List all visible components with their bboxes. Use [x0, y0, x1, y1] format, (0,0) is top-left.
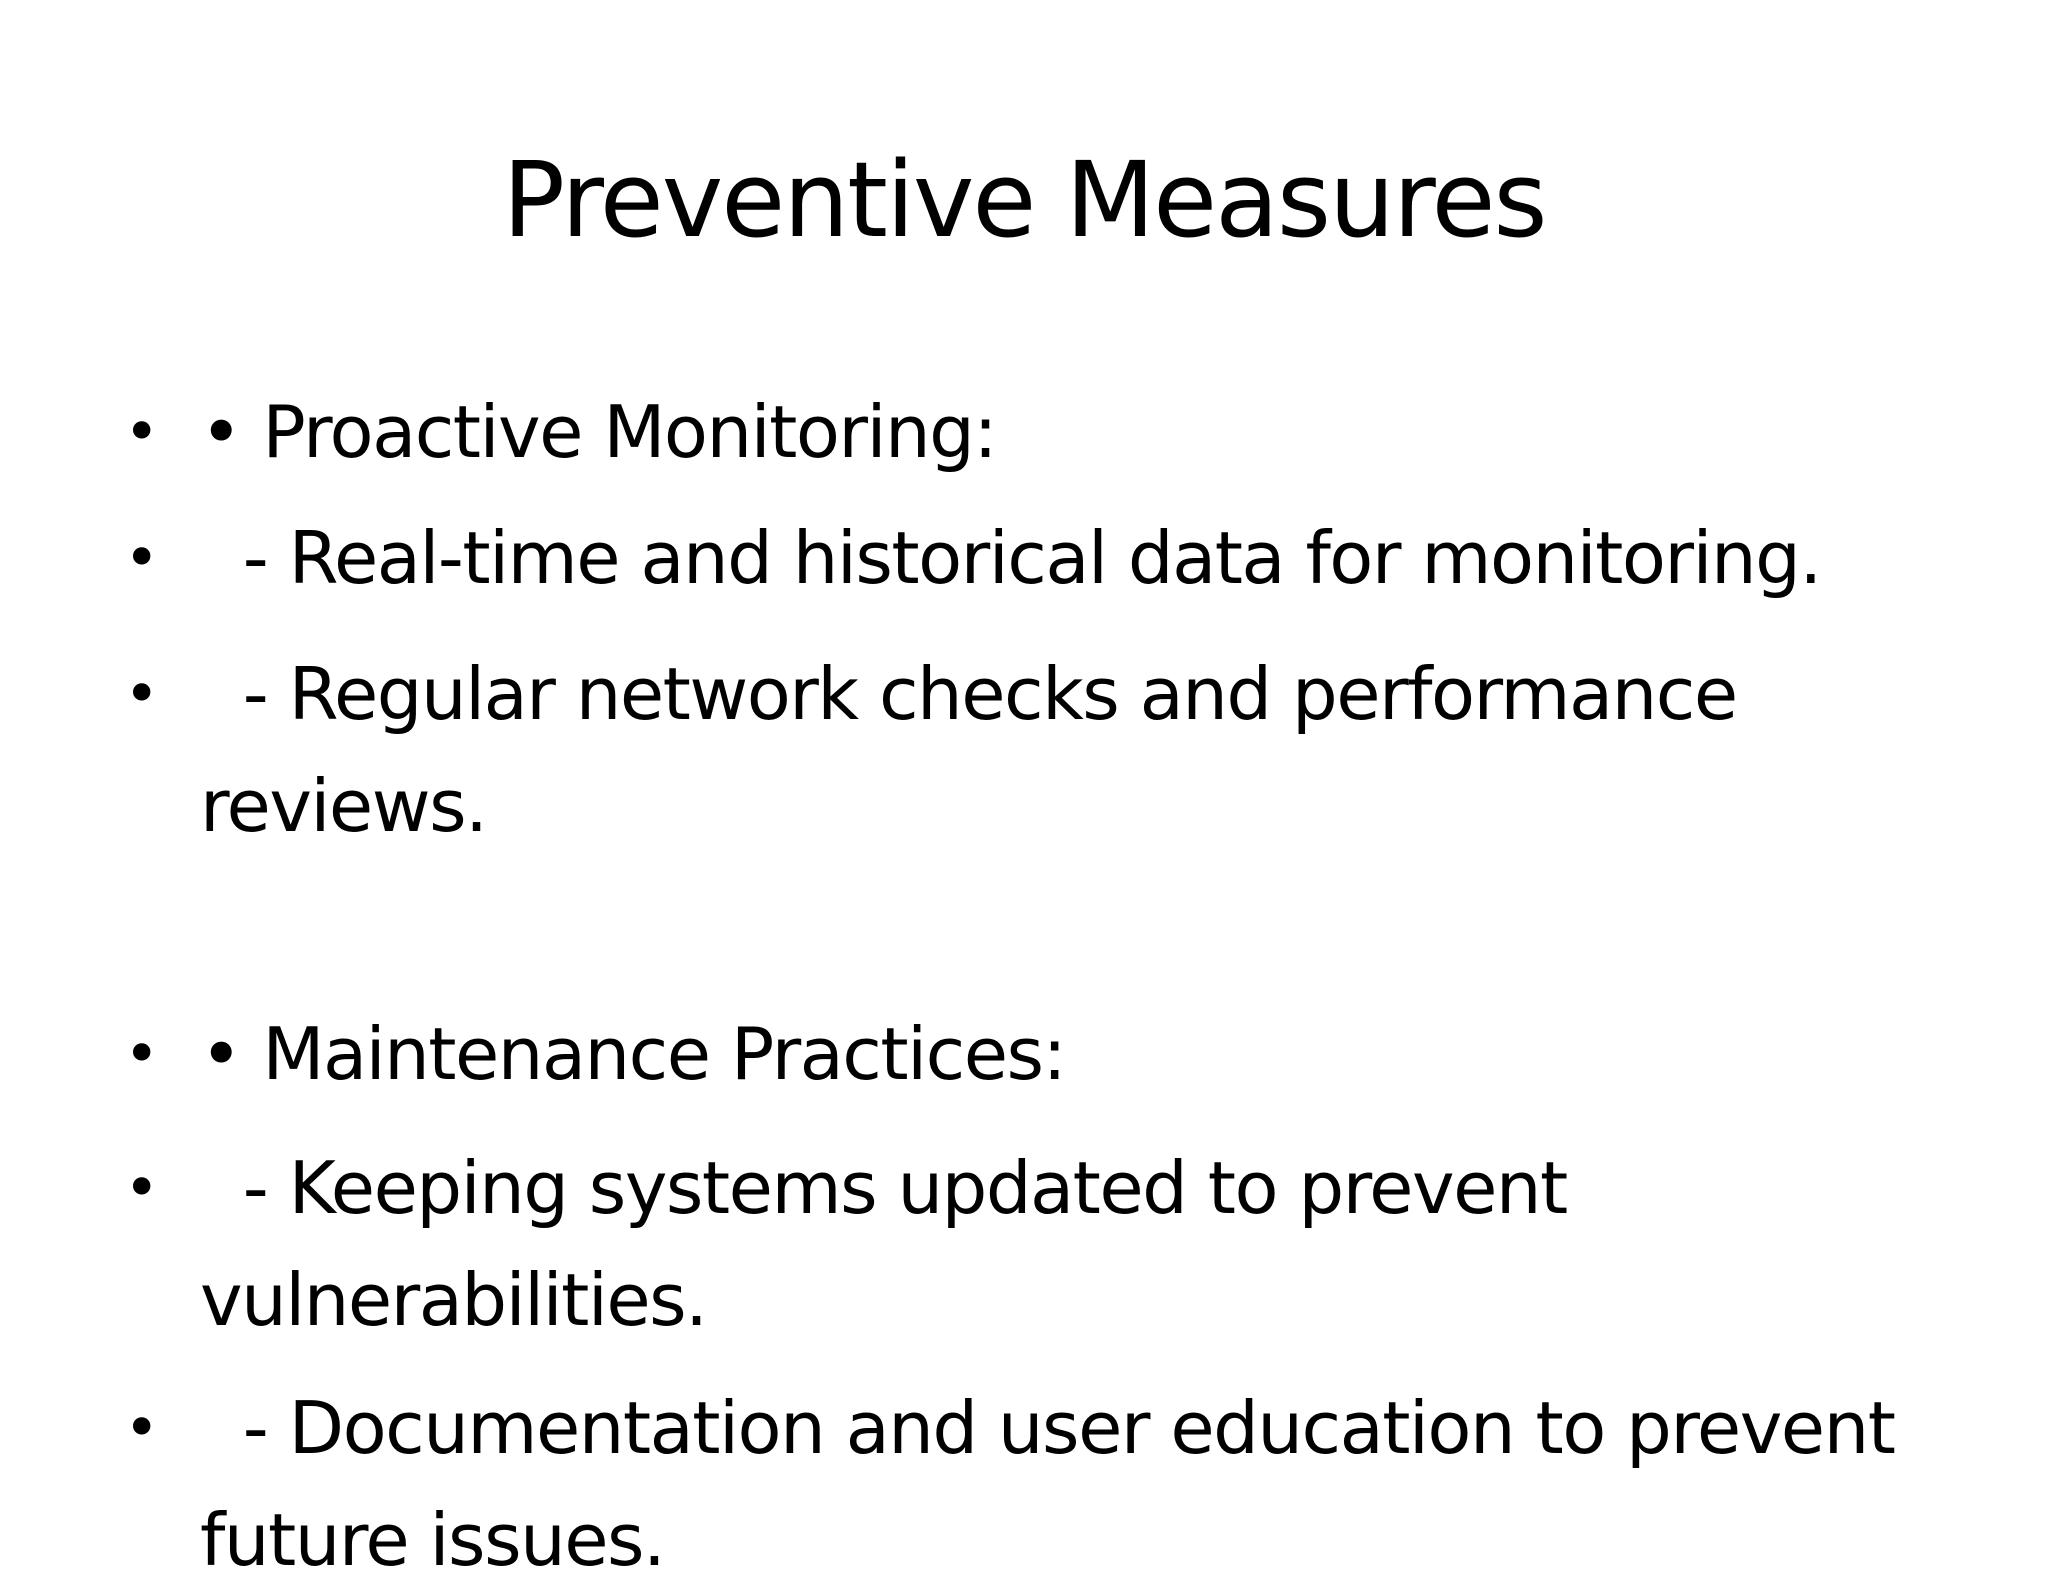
bullet-marker: •	[124, 1019, 160, 1089]
bullet-text: - Keeping systems updated to prevent vulnerabilities.	[200, 1146, 1589, 1342]
bullet-marker: •	[124, 397, 160, 467]
bullet-marker: •	[124, 1393, 160, 1463]
bullet-text: • Proactive Monitoring:	[200, 390, 997, 474]
bullet-text: - Regular network checks and performance reviews.	[200, 652, 1759, 848]
bullet-marker: •	[124, 523, 160, 593]
bullet-text: - Real-time and historical data for monitoring.	[200, 516, 1821, 600]
bullet-text: - Documentation and user education to prevent future issues.	[200, 1386, 1916, 1582]
bullet-text: • Maintenance Practices:	[200, 1012, 1066, 1096]
bullet-marker: •	[124, 659, 160, 729]
slide-title: Preventive Measures	[502, 139, 1546, 261]
bullet-marker: •	[124, 1153, 160, 1223]
